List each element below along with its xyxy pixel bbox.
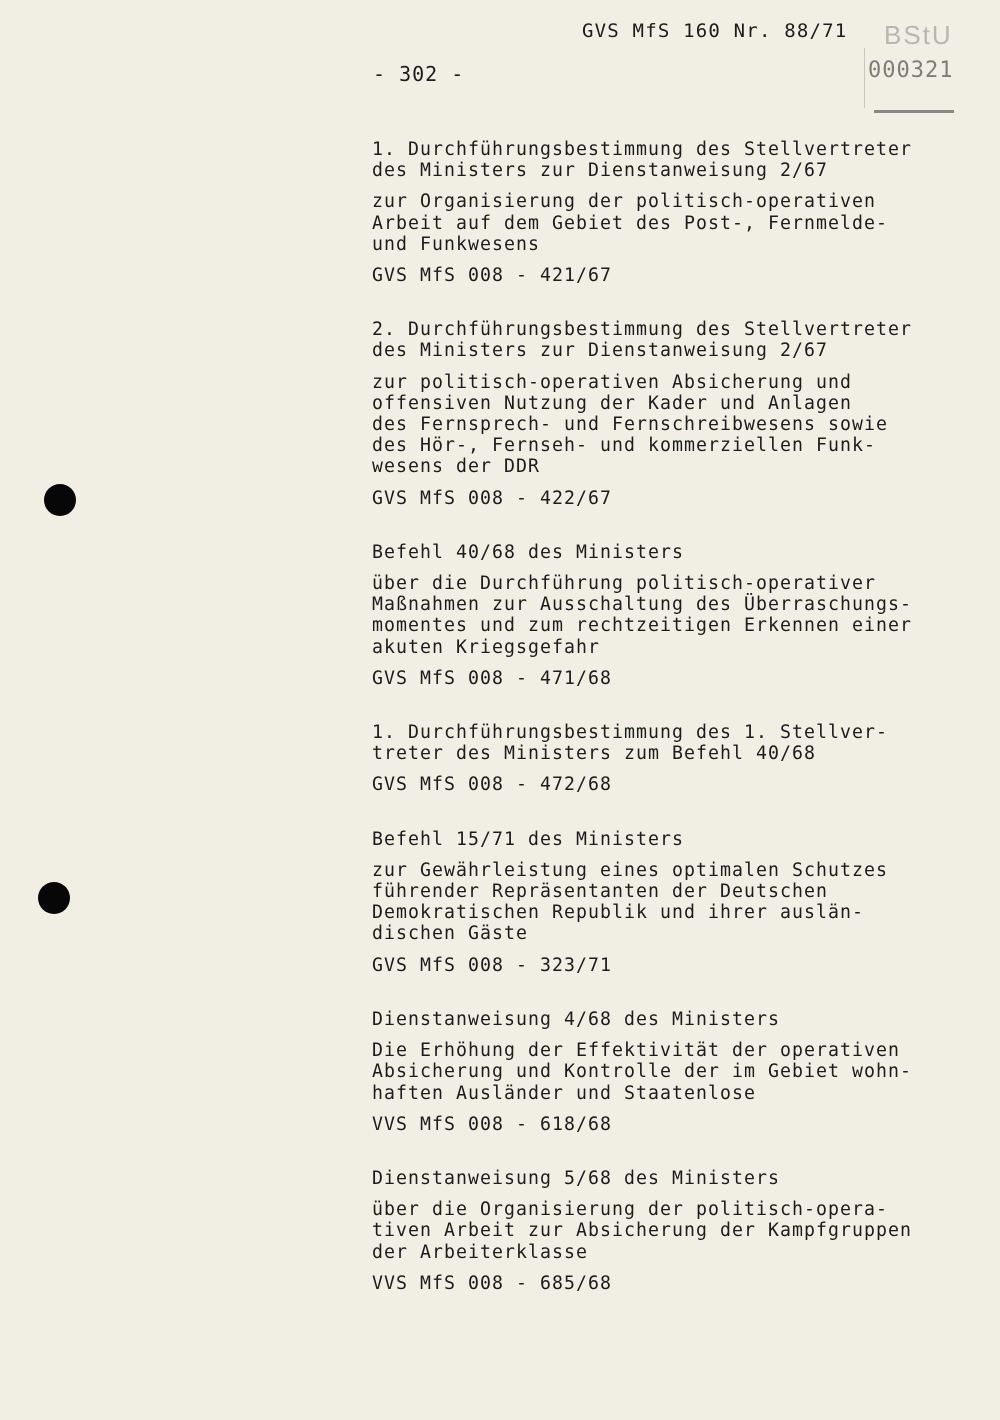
entry-title bbox=[372, 829, 972, 850]
entry-description bbox=[372, 191, 972, 255]
entry-title-line: Befehl 15/71 des Ministers bbox=[372, 828, 684, 850]
entry-title-line: Dienstanweisung 5/68 des Ministers bbox=[372, 1167, 780, 1189]
entry-description bbox=[372, 1199, 972, 1263]
entry-title-line: 2. Durchführungsbestimmung des Stellvertreter bbox=[372, 319, 912, 341]
entry-description-line: der Arbeiterklasse bbox=[372, 1241, 588, 1263]
entry-title-line: 1. Durchführungsbestimmung des Stellvertreter bbox=[372, 139, 912, 160]
page-number: - 302 - bbox=[373, 62, 465, 86]
entry-description-line: offensiven Nutzung der Kader und Anlagen bbox=[372, 392, 852, 414]
entry-description-line: zur Organisierung der politisch-operativen bbox=[372, 191, 876, 213]
document-code: GVS MfS 160 Nr. 88/71 bbox=[582, 20, 848, 42]
entry-description-line: wesens der DDR bbox=[372, 456, 540, 478]
entry-title bbox=[372, 1168, 972, 1189]
entry-title-line: des Ministers zur Dienstanweisung 2/67 bbox=[372, 340, 828, 362]
archive-stamp: BStU bbox=[884, 20, 953, 50]
directive-entry bbox=[372, 1009, 972, 1135]
entry-description-line: akuten Kriegsgefahr bbox=[372, 636, 600, 658]
directive-entry bbox=[372, 722, 972, 796]
entry-description-line: zur politisch-operativen Absicherung und bbox=[372, 371, 852, 393]
entry-title bbox=[372, 722, 972, 764]
directive-entry bbox=[372, 542, 972, 689]
entry-description bbox=[372, 1040, 972, 1104]
entry-description-line: über die Durchführung politisch-operativer bbox=[372, 573, 876, 595]
entry-title bbox=[372, 139, 972, 181]
entry-description-line: dischen Gäste bbox=[372, 923, 528, 945]
stamp-divider bbox=[864, 48, 865, 108]
entry-description bbox=[372, 860, 972, 945]
entry-description-line: Demokratischen Republik und ihrer auslän- bbox=[372, 902, 864, 924]
entry-description-line: führender Repräsentanten der Deutschen bbox=[372, 881, 828, 903]
archive-number: 000321 bbox=[868, 58, 954, 83]
directive-entry bbox=[372, 319, 972, 509]
entry-title-line: treter des Ministers zum Befehl 40/68 bbox=[372, 743, 816, 765]
entry-reference: GVS MfS 008 - 422/67 bbox=[372, 487, 612, 509]
directive-entry bbox=[372, 1168, 972, 1294]
punch-hole-lower bbox=[38, 882, 70, 914]
entry-description-line: des Fernsprech- und Fernschreibwesens sowie bbox=[372, 414, 888, 436]
entry-reference: GVS MfS 008 - 471/68 bbox=[372, 667, 612, 689]
entry-reference: GVS MfS 008 - 421/67 bbox=[372, 265, 612, 287]
entry-title-line: Befehl 40/68 des Ministers bbox=[372, 541, 684, 563]
punch-hole-upper bbox=[44, 484, 76, 516]
entry-title bbox=[372, 1009, 972, 1030]
entry-description-line: zur Gewährleistung eines optimalen Schutzes bbox=[372, 859, 888, 881]
entry-title-line: des Ministers zur Dienstanweisung 2/67 bbox=[372, 160, 828, 182]
entry-description-line: momentes und zum rechtzeitigen Erkennen einer bbox=[372, 615, 912, 637]
entry-description-line: über die Organisierung der politisch-opera- bbox=[372, 1199, 888, 1221]
stamp-underline bbox=[874, 110, 954, 113]
entry-description-line: Die Erhöhung der Effektivität der operativen bbox=[372, 1040, 900, 1062]
entry-description-line: des Hör-, Fernseh- und kommerziellen Funk- bbox=[372, 435, 876, 457]
entry-title bbox=[372, 542, 972, 563]
entry-title-line: 1. Durchführungsbestimmung des 1. Stellver- bbox=[372, 722, 888, 744]
entry-title-line: Dienstanweisung 4/68 des Ministers bbox=[372, 1008, 780, 1030]
entry-description-line: Absicherung und Kontrolle der im Gebiet wohn- bbox=[372, 1061, 912, 1083]
entry-description bbox=[372, 372, 972, 478]
entry-reference: GVS MfS 008 - 472/68 bbox=[372, 774, 612, 796]
entry-reference: GVS MfS 008 - 323/71 bbox=[372, 954, 612, 976]
entry-description-line: Arbeit auf dem Gebiet des Post-, Fernmelde- bbox=[372, 212, 888, 234]
entry-description-line: Maßnahmen zur Ausschaltung des Überraschungs- bbox=[372, 594, 912, 616]
entry-description-line: und Funkwesens bbox=[372, 233, 540, 255]
entry-description-line: tiven Arbeit zur Absicherung der Kampfgruppen bbox=[372, 1220, 912, 1242]
entry-title bbox=[372, 319, 972, 361]
entry-description bbox=[372, 573, 972, 658]
entry-description-line: haften Ausländer und Staatenlose bbox=[372, 1082, 756, 1104]
entry-reference: VVS MfS 008 - 685/68 bbox=[372, 1272, 612, 1294]
directive-entry bbox=[372, 829, 972, 976]
entry-reference: VVS MfS 008 - 618/68 bbox=[372, 1113, 612, 1135]
document-entries bbox=[372, 139, 972, 1327]
directive-entry bbox=[372, 139, 972, 286]
